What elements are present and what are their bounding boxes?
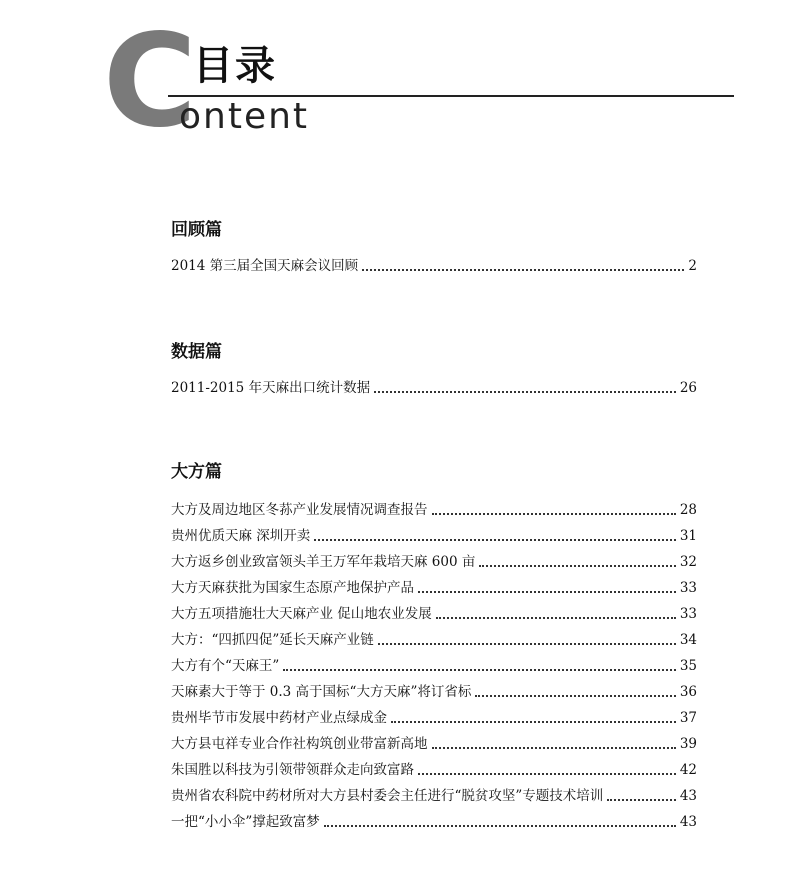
toc-entry-page: 36	[679, 684, 697, 700]
toc-entry-page: 33	[679, 580, 697, 596]
toc-entry-title: 大方有个“天麻王”	[171, 658, 280, 674]
toc-entry-title: 贵州优质天麻 深圳开卖	[171, 528, 311, 544]
toc-entry[interactable]	[171, 702, 697, 728]
toc-entry[interactable]	[171, 676, 697, 702]
dot-leader	[378, 643, 676, 645]
section-entries-dafang	[171, 494, 697, 832]
dot-leader	[432, 513, 676, 515]
toc-entry-page: 43	[679, 788, 697, 804]
dot-leader	[314, 539, 676, 541]
table-of-contents	[171, 218, 697, 832]
dot-leader	[362, 269, 684, 271]
toc-entry-page: 42	[679, 762, 697, 778]
toc-entry-title: 贵州毕节市发展中药材产业点绿成金	[171, 710, 387, 726]
dot-leader	[432, 747, 676, 749]
section-entries-data	[171, 372, 697, 398]
toc-entry[interactable]	[171, 754, 697, 780]
toc-entry-page: 39	[679, 736, 697, 752]
dot-leader	[324, 825, 676, 827]
toc-entry-title: 一把“小小伞”撑起致富梦	[171, 814, 320, 830]
toc-entry[interactable]	[171, 780, 697, 806]
toc-entry-title: 大方返乡创业致富领头羊王万军年栽培天麻 600 亩	[171, 554, 476, 570]
toc-entry-title: 大方五项措施壮大天麻产业 促山地农业发展	[171, 606, 432, 622]
section-heading-dafang: 大方篇	[171, 462, 222, 482]
toc-entry[interactable]	[171, 728, 697, 754]
toc-entry[interactable]	[171, 546, 697, 572]
dot-leader	[475, 695, 675, 697]
dot-leader	[436, 617, 676, 619]
section-entries-review	[171, 250, 697, 276]
dot-leader	[391, 721, 676, 723]
dot-leader	[418, 773, 676, 775]
toc-entry-page: 31	[679, 528, 697, 544]
toc-entry-page: 37	[679, 710, 697, 726]
dot-leader	[479, 565, 675, 567]
toc-entry-title: 大方及周边地区冬荪产业发展情况调查报告	[171, 502, 428, 518]
toc-entry[interactable]	[171, 598, 697, 624]
section-heading-review: 回顾篇	[171, 220, 222, 240]
toc-entry-page: 34	[679, 632, 697, 648]
toc-entry[interactable]	[171, 250, 697, 276]
toc-entry-page: 28	[679, 502, 697, 518]
dot-leader	[374, 391, 676, 393]
dot-leader	[418, 591, 676, 593]
toc-entry-page: 43	[679, 814, 697, 830]
toc-entry-title: 贵州省农科院中药材所对大方县村委会主任进行“脱贫攻坚”专题技术培训	[171, 788, 604, 804]
toc-entry[interactable]	[171, 520, 697, 546]
toc-entry-page: 26	[679, 380, 697, 396]
toc-entry-title: 大方天麻获批为国家生态原产地保护产品	[171, 580, 414, 596]
toc-entry-title: 2011-2015 年天麻出口统计数据	[171, 380, 371, 396]
toc-entry[interactable]	[171, 572, 697, 598]
toc-entry-page: 32	[679, 554, 697, 570]
toc-entry-title: 天麻素大于等于 0.3 高于国标“大方天麻”将订省标	[171, 684, 472, 700]
section-heading-data: 数据篇	[171, 342, 222, 362]
page-title-chinese: 目录	[193, 43, 277, 89]
toc-entry[interactable]	[171, 372, 697, 398]
toc-entry[interactable]	[171, 624, 697, 650]
toc-entry[interactable]	[171, 806, 697, 832]
toc-entry-title: 大方县屯祥专业合作社构筑创业带富新高地	[171, 736, 428, 752]
toc-entry[interactable]	[171, 650, 697, 676]
toc-entry-page: 33	[679, 606, 697, 622]
toc-entry-page: 35	[679, 658, 697, 674]
toc-entry[interactable]	[171, 494, 697, 520]
decorative-big-letter: C	[103, 7, 197, 156]
toc-entry-page: 2	[688, 258, 697, 274]
toc-entry-title: 2014 第三届全国天麻会议回顾	[171, 258, 359, 274]
page-title-english: ontent	[179, 96, 310, 137]
dot-leader	[283, 669, 676, 671]
toc-header	[0, 0, 790, 156]
dot-leader	[607, 799, 676, 801]
toc-entry-title: 大方：“四抓四促”延长天麻产业链	[171, 632, 374, 648]
toc-entry-title: 朱国胜以科技为引领带领群众走向致富路	[171, 762, 414, 778]
